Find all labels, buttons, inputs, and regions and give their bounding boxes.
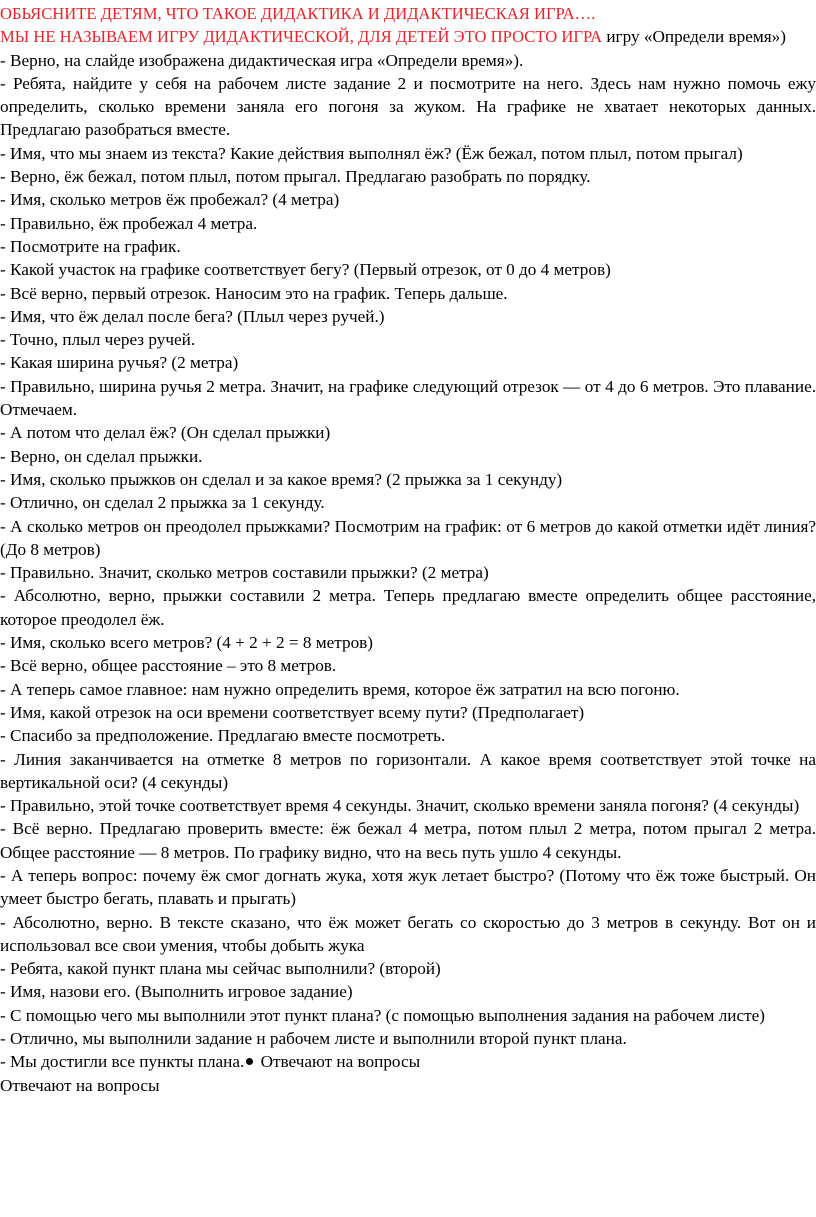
paragraph: - С помощью чего мы выполнили этот пункт плана? (с помощью выполнения задания на рабочем листе)	[0, 1005, 765, 1025]
paragraph: - Какая ширина ручья? (2 метра)	[0, 353, 239, 373]
paragraph: - Имя, сколько всего метров? (4 + 2 + 2 = 8 метров)	[0, 633, 374, 653]
red-heading-line-2: МЫ НЕ НАЗЫВАЕМ ИГРУ ДИДАКТИЧЕСКОЙ, ДЛЯ ДЕТЕЙ ЭТО ПРОСТО ИГРА	[0, 27, 603, 47]
plan-complete-line	[0, 1050, 816, 1073]
bullet-icon	[246, 1058, 253, 1065]
paragraph: - Отлично, он сделал 2 прыжка за 1 секунду.	[0, 493, 325, 513]
paragraph: - Верно, ёж бежал, потом плыл, потом прыгал. Предлагаю разобрать по порядку.	[0, 167, 591, 187]
paragraph: - Всё верно. Предлагаю проверить вместе: ёж бежал 4 метра, потом плыл 2 метра, потом прыгал 2 метра. Общее расстояние — 8 метров. По графику видно, что на весь путь ушло 4 секунды.	[0, 819, 816, 862]
dialogue-body	[0, 49, 816, 1097]
paragraph: - А теперь вопрос: почему ёж смог догнать жука, хотя жук летает быстро? (Потому что ёж тоже быстрый. Он умеет быстро бегать, плавать и прыгать)	[0, 865, 816, 909]
paragraph: - Ребята, какой пункт плана мы сейчас выполнили? (второй)	[0, 959, 441, 979]
game-name-text: игру «Определи время»)	[602, 27, 786, 47]
paragraph: - Правильно, ёж пробежал 4 метра.	[0, 213, 258, 233]
paragraph: - Ребята, найдите у себя на рабочем листе задание 2 и посмотрите на него. Здесь нам нужно помочь ежу определить, сколько времени заняла его погоня за жуком. На графике не хватает некоторых данных. Предлагаю разобраться вместе.	[0, 73, 816, 140]
paragraph: - Правильно, ширина ручья 2 метра. Значит, на графике следующий отрезок — от 4 до 6 метров. Это плавание. Отмечаем.	[0, 376, 816, 420]
paragraph: - Правильно. Значит, сколько метров составили прыжки? (2 метра)	[0, 563, 489, 583]
paragraph: - А потом что делал ёж? (Он сделал прыжки)	[0, 423, 331, 443]
paragraph: - Отлично, мы выполнили задание н рабочем листе и выполнили второй пункт плана.	[0, 1029, 627, 1049]
document-header	[0, 2, 816, 49]
paragraph: - Всё верно, общее расстояние – это 8 метров.	[0, 656, 337, 676]
paragraph: - Верно, на слайде изображена дидактическая игра «Определи время»).	[0, 50, 524, 70]
paragraph: - Абсолютно, верно, прыжки составили 2 метра. Теперь предлагаю вместе определить общее расстояние, которое преодолел ёж.	[0, 586, 816, 629]
paragraph: - Имя, что ёж делал после бега? (Плыл через ручей.)	[0, 306, 385, 326]
paragraph: - Спасибо за предположение. Предлагаю вместе посмотреть.	[0, 726, 446, 746]
answer-note: Отвечают на вопросы	[256, 1052, 421, 1072]
red-heading-line-1: ОБЬЯСНИТЕ ДЕТЯМ, ЧТО ТАКОЕ ДИДАКТИКА И ДИДАКТИЧЕСКАЯ ИГРА….	[0, 4, 596, 23]
paragraph: - Правильно, этой точке соответствует время 4 секунды. Значит, сколько времени заняла погоня? (4 секунды)	[0, 796, 800, 816]
paragraph: - Имя, сколько прыжков он сделал и за какое время? (2 прыжка за 1 секунду)	[0, 469, 563, 489]
paragraph: - Посмотрите на график.	[0, 236, 181, 256]
paragraph: - Имя, сколько метров ёж пробежал? (4 метра)	[0, 190, 340, 210]
paragraph: - А теперь самое главное: нам нужно определить время, которое ёж затратил на всю погоню.	[0, 679, 680, 699]
paragraph: - Верно, он сделал прыжки.	[0, 446, 203, 466]
paragraph: - Всё верно, первый отрезок. Наносим это на график. Теперь дальше.	[0, 283, 508, 303]
paragraph: - Точно, плыл через ручей.	[0, 330, 196, 350]
paragraph: - Имя, какой отрезок на оси времени соответствует всему пути? (Предполагает)	[0, 702, 585, 722]
paragraph: - Имя, что мы знаем из текста? Какие действия выполнял ёж? (Ёж бежал, потом плыл, потом прыгал)	[0, 143, 743, 163]
paragraph: - Имя, назови его. (Выполнить игровое задание)	[0, 982, 353, 1002]
paragraph: - Абсолютно, верно. В тексте сказано, что ёж может бегать со скоростью до 3 метров в секунду. Вот он и использовал все свои умения, чтобы добыть жука	[0, 912, 816, 955]
paragraph: - Какой участок на графике соответствует бегу? (Первый отрезок, от 0 до 4 метров)	[0, 260, 611, 280]
final-answer-line: Отвечают на вопросы	[0, 1075, 160, 1095]
paragraph: - Линия заканчивается на отметке 8 метров по горизонтали. А какое время соответствует этой точке на вертикальной оси? (4 секунды)	[0, 749, 816, 792]
paragraph: - А сколько метров он преодолел прыжками? Посмотрим на график: от 6 метров до какой отметки идёт линия? (До 8 метров)	[0, 516, 816, 559]
plan-complete-text: - Мы достигли все пункты плана.	[0, 1052, 245, 1072]
